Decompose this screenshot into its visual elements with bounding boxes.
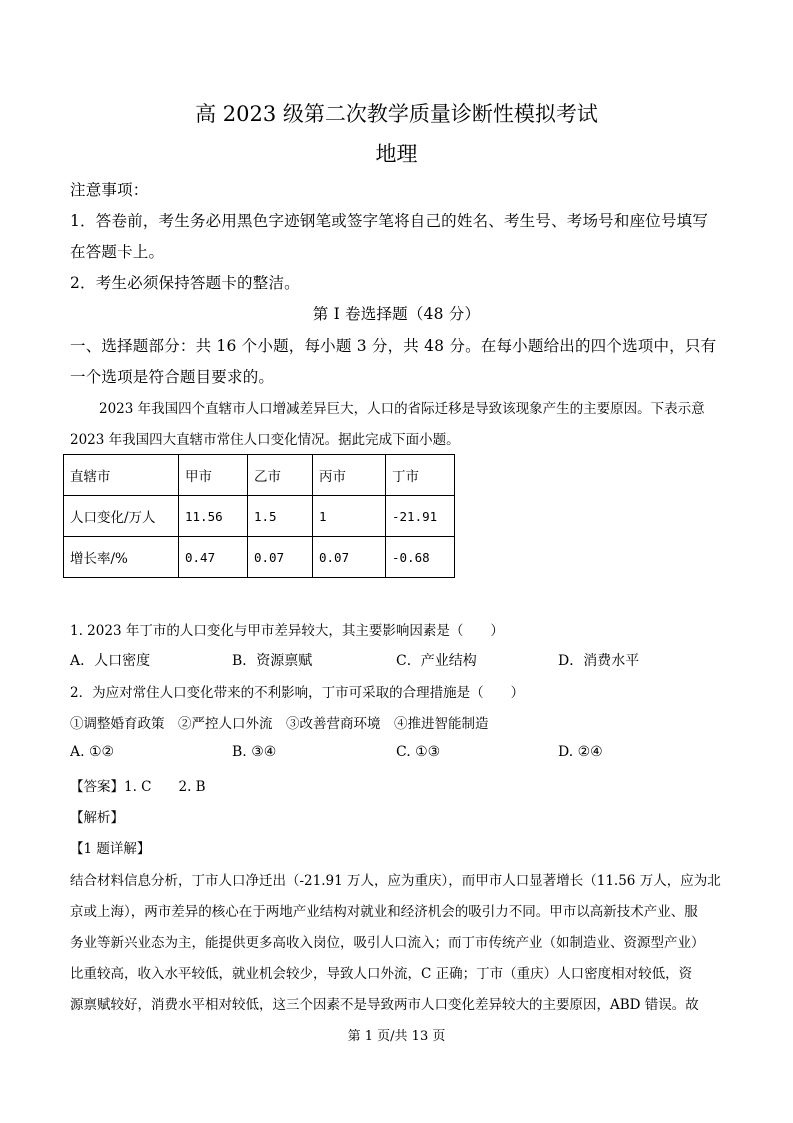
explanation-line: 比重较高，收入水平较低，就业机会较少，导致人口外流，C 正确；丁市（重庆）人口密度相对较低，资 [70,966,693,982]
table-cell: -21.91 [386,496,455,537]
table-header-row [64,455,455,496]
explanation-line: 京或上海），两市差异的核心在于两地产业结构对就业和经济机会的吸引力不同。甲市以高新技术产业、服 [70,904,698,920]
table-cell: -0.68 [386,537,455,578]
answer-label: 【答案】1. C 2. B [70,779,206,795]
table-row [64,496,455,537]
notice-item-2: 2．考生必须保持答题卡的整洁。 [70,274,300,292]
population-table [63,454,455,578]
question-1-stem: 1. 2023 年丁市的人口变化与甲市差异较大，其主要影响因素是（ ） [70,623,504,639]
question-2-option-b[interactable]: B. ③④ [232,744,277,760]
question-1-option-c[interactable]: C．产业结构 [396,653,477,669]
question-2-option-a[interactable]: A. ①② [70,744,115,760]
table-cell: 增长率/% [64,537,179,578]
material-text: 2023 年我国四个直辖市人口增减差异巨大，人口的省际迁移是导致该现象产生的主要原因。下表示意 [99,401,705,417]
notice-item-1: 1．答卷前，考生务必用黑色字迹钢笔或签字笔将自己的姓名、考生号、考场号和座位号填写 [70,212,709,230]
table-cell: 1 [313,496,386,537]
question-2-option-c[interactable]: C. ①③ [396,744,441,760]
table-header-cell: 丁市 [386,455,455,496]
exam-title: 高 2023 级第二次教学质量诊断性模拟考试 [195,102,598,126]
question-1-option-a[interactable]: A．人口密度 [70,653,151,669]
question-2-choices: ①调整婚育政策 ②严控人口外流 ③改善营商环境 ④推进智能制造 [70,716,489,732]
table-cell: 0.07 [248,537,313,578]
detail-heading: 【1 题详解】 [70,841,151,857]
table-header-cell: 丙市 [313,455,386,496]
material-text-cont: 2023 年我国四大直辖市常住人口变化情况。据此完成下面小题。 [70,432,460,448]
table-header-cell: 甲市 [179,455,248,496]
explanation-line: 源禀赋较好，消费水平相对较低，这三个因素不是导致两市人口变化差异较大的主要原因，ABD 错误。故 [70,997,699,1013]
table-cell: 11.56 [179,496,248,537]
table-row [64,537,455,578]
explanation-line: 结合材料信息分析，丁市人口净迁出（-21.91 万人，应为重庆），而甲市人口显著增长（11.56 万人，应为北 [70,873,721,889]
explanation-line: 务业等新兴业态为主，能提供更多高收入岗位，吸引人口流入；而丁市传统产业（如制造业、资源型产业） [70,935,705,951]
subject-title: 地理 [375,142,418,166]
table-cell: 1.5 [248,496,313,537]
analysis-label: 【解析】 [70,810,124,826]
table-cell: 0.07 [313,537,386,578]
table-cell: 人口变化/万人 [64,496,179,537]
question-1-option-d[interactable]: D．消费水平 [558,653,640,669]
table-header-cell: 乙市 [248,455,313,496]
section-instruction-cont: 一个选项是符合题目要求的。 [70,368,275,386]
table-header-cell: 直辖市 [64,455,179,496]
notice-item-1-cont: 在答题卡上。 [70,243,165,261]
question-1-option-b[interactable]: B．资源禀赋 [232,653,313,669]
page-number: 第 1 页/共 13 页 [347,1029,446,1044]
section-instruction: 一、选择题部分：共 16 个小题，每小题 3 分，共 48 分。在每小题给出的四个选项中，只有 [70,337,717,355]
notice-heading: 注意事项： [70,181,149,199]
section-title: 第 I 卷选择题（48 分） [312,305,481,323]
question-2-option-d[interactable]: D. ②④ [558,744,603,760]
question-2-stem: 2．为应对常住人口变化带来的不利影响，丁市可采取的合理措施是（ ） [70,685,525,701]
table-cell: 0.47 [179,537,248,578]
